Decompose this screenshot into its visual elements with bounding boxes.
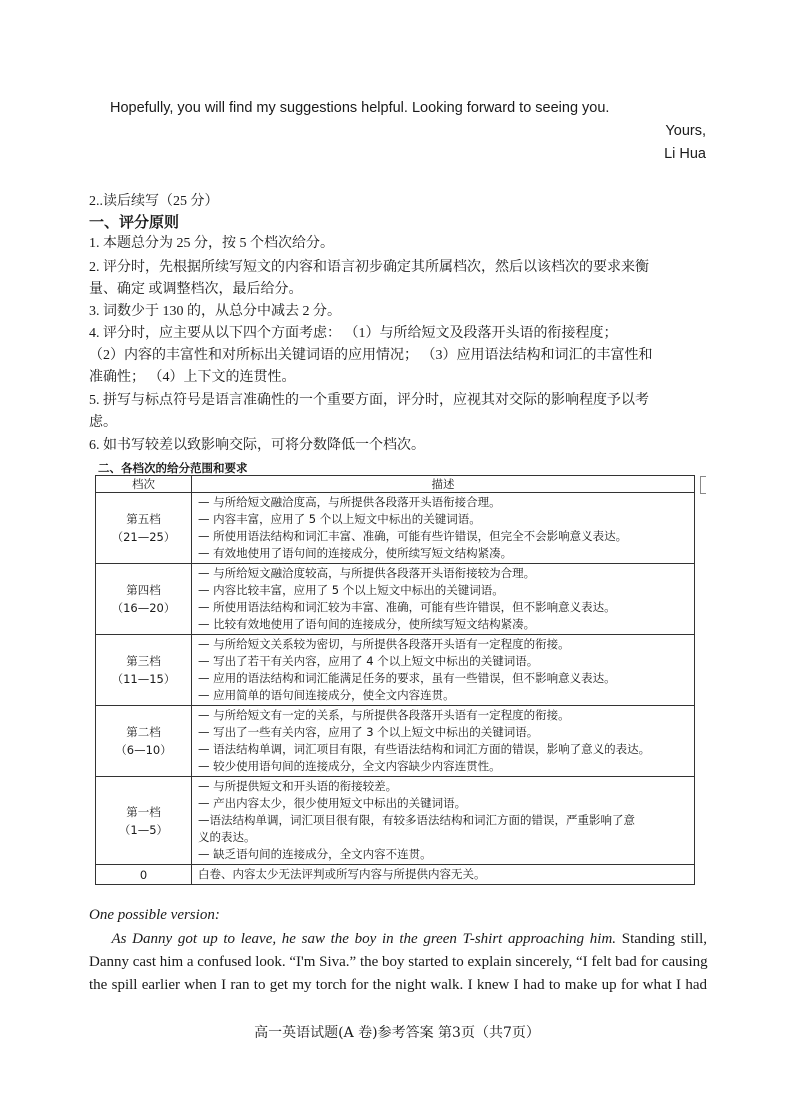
essay-line-3: the spill earlier when I ran to get my torch for the night walk. I knew I had to make up for what I had — [89, 977, 707, 993]
desc-cell — [192, 493, 695, 564]
rule-4-line-2: （2）内容的丰富性和对所标出关键词语的应用情况； （3）应用语法结构和词汇的丰富性和 — [89, 348, 653, 363]
margin-bracket — [700, 476, 706, 494]
desc-line: — 与所提供短文和开头语的衔接较差。 — [198, 779, 398, 793]
principles-heading: 一、评分原则 — [89, 215, 180, 231]
level-name: 第二档 — [126, 725, 161, 739]
rule-4-line-1: 4. 评分时，应主要从以下四个方面考虑： （1）与所给短文及段落开头语的衔接程度； — [89, 326, 618, 341]
level-name: 第五档 — [126, 512, 161, 526]
desc-line: — 比较有效地使用了语句间的连接成分，使所续写短文结构紧凑。 — [198, 617, 536, 631]
table-header-row — [96, 476, 695, 493]
desc-line: — 写出了一些有关内容，应用了 3 个以上短文中标出的关键词语。 — [198, 725, 539, 739]
desc-line: — 与所给短文融洽度高，与所提供各段落开头语衔接合理。 — [198, 495, 501, 509]
table-row — [96, 706, 695, 777]
desc-cell — [192, 865, 695, 885]
desc-cell — [192, 777, 695, 865]
essay-line-1-italic: As Danny got up to leave, he saw the boy in the green T-shirt approaching him. — [111, 931, 617, 947]
essay-line-1-rest: Standing still, — [616, 931, 707, 947]
header-level: 档次 — [96, 476, 192, 493]
level-cell — [96, 635, 192, 706]
desc-line: — 内容比较丰富，应用了 5 个以上短文中标出的关键词语。 — [198, 583, 504, 597]
table-row — [96, 865, 695, 885]
desc-line: — 所使用语法结构和词汇较为丰富、准确，可能有些许错误，但不影响意义表达。 — [198, 600, 616, 614]
desc-line: — 与所给短文融洽度较高，与所提供各段落开头语衔接较为合理。 — [198, 566, 536, 580]
rule-2-line-1: 2. 评分时，先根据所续写短文的内容和语言初步确定其所属档次，然后以该档次的要求来衡 — [89, 260, 649, 275]
section-title: 2..读后续写（25 分） — [89, 194, 219, 209]
table-heading: 二、各档次的给分范围和要求 — [98, 463, 248, 475]
desc-line: — 有效地使用了语句间的连接成分，使所续写短文结构紧凑。 — [198, 546, 513, 560]
level-range: （21—25） — [111, 530, 176, 544]
desc-line: — 缺乏语句间的连接成分，全文内容不连贯。 — [198, 847, 432, 861]
desc-line: — 应用简单的语句间连接成分，使全文内容连贯。 — [198, 688, 455, 702]
level-name: 第四档 — [126, 583, 161, 597]
rule-5-line-2: 虑。 — [89, 415, 117, 430]
level-name: 第三档 — [126, 654, 161, 668]
essay-label: One possible version: — [89, 907, 220, 923]
table-row — [96, 635, 695, 706]
level-range: （11—15） — [111, 672, 176, 686]
rule-3: 3. 词数少于 130 的，从总分中减去 2 分。 — [89, 304, 341, 319]
letter-closing-line: Hopefully, you will find my suggestions helpful. Looking forward to seeing you. — [110, 100, 610, 116]
rule-5-line-1: 5. 拼写与标点符号是语言准确性的一个重要方面，评分时，应视其对交际的影响程度予以考 — [89, 393, 649, 408]
page-footer: 高一英语试题(A 卷)参考答案 第3页（共7页） — [254, 1025, 540, 1041]
rule-1: 1. 本题总分为 25 分，按 5 个档次给分。 — [89, 236, 334, 251]
essay-line-1 — [89, 929, 707, 949]
desc-cell — [192, 635, 695, 706]
level-range: （1—5） — [118, 822, 169, 837]
desc-line: — 内容丰富，应用了 5 个以上短文中标出的关键词语。 — [198, 512, 481, 526]
level-cell — [96, 706, 192, 777]
desc-cell — [192, 564, 695, 635]
desc-line: — 应用的语法结构和词汇能满足任务的要求，虽有一些错误，但不影响意义表达。 — [198, 671, 616, 685]
desc-line: — 与所给短文关系较为密切，与所提供各段落开头语有一定程度的衔接。 — [198, 637, 570, 651]
desc-line: — 较少使用语句间的连接成分，全文内容缺少内容连贯性。 — [198, 759, 501, 773]
level-cell — [96, 777, 192, 865]
level-cell — [96, 564, 192, 635]
scoring-table — [95, 475, 695, 885]
level-range: （6—10） — [115, 743, 172, 757]
rule-2-line-2: 量、确定 或调整档次，最后给分。 — [89, 282, 303, 297]
rule-4-line-3: 准确性； （4）上下文的连贯性。 — [89, 370, 296, 385]
desc-line: — 与所给短文有一定的关系，与所提供各段落开头语有一定程度的衔接。 — [198, 708, 570, 722]
rule-6: 6. 如书写较差以致影响交际，可将分数降低一个档次。 — [89, 438, 425, 453]
desc-line: — 写出了若干有关内容，应用了 4 个以上短文中标出的关键词语。 — [198, 654, 539, 668]
level-cell: 0 — [96, 865, 192, 885]
desc-line: 白卷、内容太少无法评判或所写内容与所提供内容无关。 — [198, 867, 486, 881]
desc-line: — 产出内容太少，很少使用短文中标出的关键词语。 — [198, 796, 467, 810]
desc-line: — 所使用语法结构和词汇丰富、准确，可能有些许错误，但完全不会影响意义表达。 — [198, 529, 628, 543]
essay-line-2: Danny cast him a confused look. “I'm Siva.” the boy started to explain sincerely, “I felt bad for causing — [89, 954, 708, 970]
table-row — [96, 493, 695, 564]
desc-line: — 语法结构单调，词汇项目有限，有些语法结构和词汇方面的错误，影响了意义的表达。 — [198, 742, 651, 756]
table-row — [96, 564, 695, 635]
letter-signoff: Yours, — [665, 123, 706, 139]
header-desc: 描述 — [192, 476, 695, 493]
desc-cell — [192, 706, 695, 777]
table-row — [96, 777, 695, 865]
desc-line: 义的表达。 — [198, 830, 256, 844]
level-name: 第一档 — [126, 804, 161, 819]
level-range: （16—20） — [111, 601, 176, 615]
desc-line: —语法结构单调，词汇项目很有限，有较多语法结构和词汇方面的错误，严重影响了意 — [198, 813, 635, 827]
letter-signature: Li Hua — [664, 146, 706, 162]
level-cell — [96, 493, 192, 564]
